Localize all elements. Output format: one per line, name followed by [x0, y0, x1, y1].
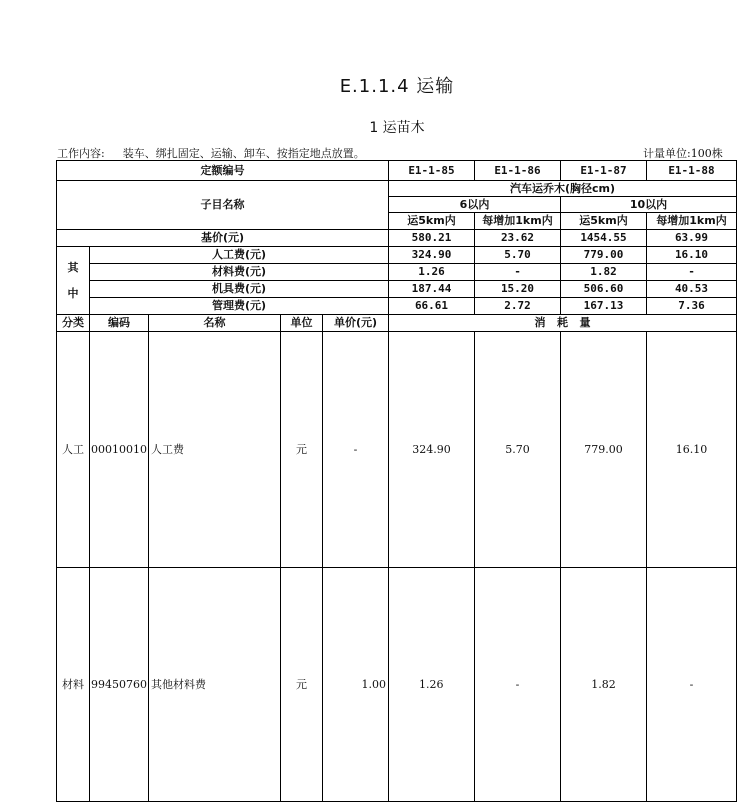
fee-row [57, 264, 737, 281]
base-price-value: 580.21 [389, 230, 475, 247]
row-unit: 元 [281, 568, 323, 802]
section-subtitle: 1 运苗木 [369, 120, 425, 136]
table-row [57, 332, 737, 568]
fee-value: 187.44 [389, 281, 475, 298]
fee-value: 40.53 [647, 281, 737, 298]
group-title: 汽车运乔木(胸径cm) [389, 181, 737, 197]
fee-value: 15.20 [475, 281, 561, 298]
machinery-fee-label: 机具费(元) [90, 281, 389, 298]
row-consumption: 1.82 [561, 568, 647, 802]
quota-code: E1-1-86 [475, 161, 561, 181]
subgroup-label: 10以内 [561, 197, 737, 213]
among-label [57, 247, 90, 315]
category-header: 分类 [57, 315, 90, 332]
material-fee-label: 材料费(元) [90, 264, 389, 281]
table-row [57, 568, 737, 802]
row-category: 人工 [57, 332, 90, 568]
variant-label: 每增加1km内 [475, 213, 561, 230]
fee-value: 506.60 [561, 281, 647, 298]
measurement-unit: 计量单位:100株 [643, 147, 723, 160]
quota-code-row [57, 161, 737, 181]
row-unit-price: - [323, 332, 389, 568]
fee-value: 66.61 [389, 298, 475, 315]
row-code: 00010010 [90, 332, 149, 568]
quota-table [56, 160, 737, 802]
row-consumption: - [647, 568, 737, 802]
name-header: 名称 [149, 315, 281, 332]
quota-number-label: 定额编号 [57, 161, 389, 181]
item-name-label: 子目名称 [57, 181, 389, 230]
consumption-header: 消 耗 量 [389, 315, 737, 332]
fee-value: - [647, 264, 737, 281]
base-price-value: 63.99 [647, 230, 737, 247]
fee-value: 779.00 [561, 247, 647, 264]
among-char: 中 [67, 286, 79, 300]
work-content-text: 装车、绑扎固定、运输、卸车、按指定地点放置。 [122, 147, 365, 160]
fee-value: 324.90 [389, 247, 475, 264]
fee-value: 7.36 [647, 298, 737, 315]
row-consumption: 324.90 [389, 332, 475, 568]
fee-row [57, 281, 737, 298]
fee-value: 1.26 [389, 264, 475, 281]
among-char: 其 [67, 260, 79, 274]
code-header: 编码 [90, 315, 149, 332]
fee-value: 16.10 [647, 247, 737, 264]
row-consumption: 5.70 [475, 332, 561, 568]
unit-header: 单位 [281, 315, 323, 332]
row-unit-price: 1.00 [323, 568, 389, 802]
base-price-row [57, 230, 737, 247]
fee-value: - [475, 264, 561, 281]
variant-label: 运5km内 [389, 213, 475, 230]
row-consumption: 779.00 [561, 332, 647, 568]
quota-code: E1-1-88 [647, 161, 737, 181]
detail-header-row [57, 315, 737, 332]
variant-label: 运5km内 [561, 213, 647, 230]
management-fee-label: 管理费(元) [90, 298, 389, 315]
quota-code: E1-1-85 [389, 161, 475, 181]
work-content [57, 145, 365, 161]
row-name: 人工费 [149, 332, 281, 568]
row-unit: 元 [281, 332, 323, 568]
subgroup-label: 6以内 [389, 197, 561, 213]
row-consumption: 16.10 [647, 332, 737, 568]
base-price-value: 23.62 [475, 230, 561, 247]
fee-row [57, 298, 737, 315]
labor-fee-label: 人工费(元) [90, 247, 389, 264]
fee-value: 167.13 [561, 298, 647, 315]
row-consumption: - [475, 568, 561, 802]
base-price-value: 1454.55 [561, 230, 647, 247]
fee-row [57, 247, 737, 264]
row-code: 99450760 [90, 568, 149, 802]
work-content-label: 工作内容: [57, 147, 105, 160]
quota-code: E1-1-87 [561, 161, 647, 181]
base-price-label: 基价(元) [57, 230, 389, 247]
variant-label: 每增加1km内 [647, 213, 737, 230]
fee-value: 2.72 [475, 298, 561, 315]
fee-value: 5.70 [475, 247, 561, 264]
row-consumption: 1.26 [389, 568, 475, 802]
row-name: 其他材料费 [149, 568, 281, 802]
row-category: 材料 [57, 568, 90, 802]
unit-price-header: 单价(元) [323, 315, 389, 332]
page-title: E.1.1.4 运输 [339, 76, 455, 97]
fee-value: 1.82 [561, 264, 647, 281]
